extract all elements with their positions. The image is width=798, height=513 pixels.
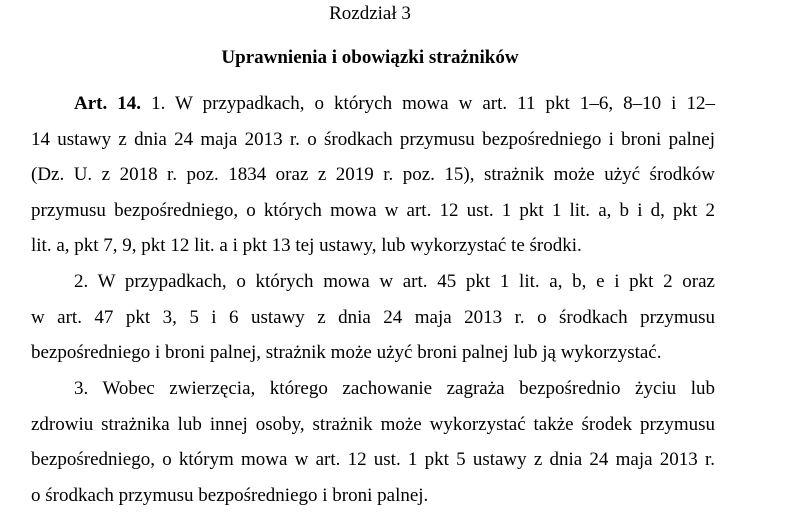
paragraph-line: o środkach przymusu bezpośredniego i broni palnej. — [31, 484, 429, 506]
paragraph-line — [31, 86, 715, 122]
paragraph-line: 3. Wobec zwierzęcia, którego zachowanie zagraża bezpośrednio życiu lub — [74, 378, 715, 399]
paragraph-line: bezpośredniego, o którym mowa w art. 12 ust. 1 pkt 5 ustawy z dnia 24 maja 2013 r. — [31, 449, 715, 471]
paragraph-line: (Dz. U. z 2018 r. poz. 1834 oraz z 2019 r. poz. 15), strażnik może użyć środków — [31, 164, 715, 186]
article-paragraph-3 — [31, 371, 715, 513]
article-paragraph-1 — [31, 86, 715, 264]
paragraph-line: zdrowiu strażnika lub innej osoby, strażnik może wykorzystać także środek przymusu — [31, 413, 715, 435]
paragraph-line: 14 ustawy z dnia 24 maja 2013 r. o środkach przymusu bezpośredniego i broni palnej — [31, 128, 715, 150]
paragraph-line: lit. a, pkt 7, 9, pkt 12 lit. a i pkt 13 tej ustawy, lub wykorzystać te środki. — [31, 235, 582, 257]
paragraph-line: 2. W przypadkach, o których mowa w art. 45 pkt 1 lit. a, b, e i pkt 2 oraz — [74, 271, 715, 292]
article-paragraph-2 — [31, 264, 715, 371]
paragraph-line-text: 1. W przypadkach, o których mowa w art. 11 pkt 1–6, 8–10 i 12– — [141, 93, 715, 114]
chapter-title: Uprawnienia i obowiązki strażników — [221, 47, 519, 68]
article-number: Art. 14. — [74, 93, 142, 114]
paragraph-line: w art. 47 pkt 3, 5 i 6 ustawy z dnia 24 maja 2013 r. o środkach przymusu — [31, 306, 715, 328]
chapter-label: Rozdział 3 — [329, 3, 411, 24]
paragraph-line: bezpośredniego i broni palnej, strażnik może użyć broni palnej lub ją wykorzystać. — [31, 342, 662, 364]
paragraph-line: przymusu bezpośredniego, o których mowa w art. 12 ust. 1 pkt 1 lit. a, b i d, pkt 2 — [31, 199, 715, 221]
